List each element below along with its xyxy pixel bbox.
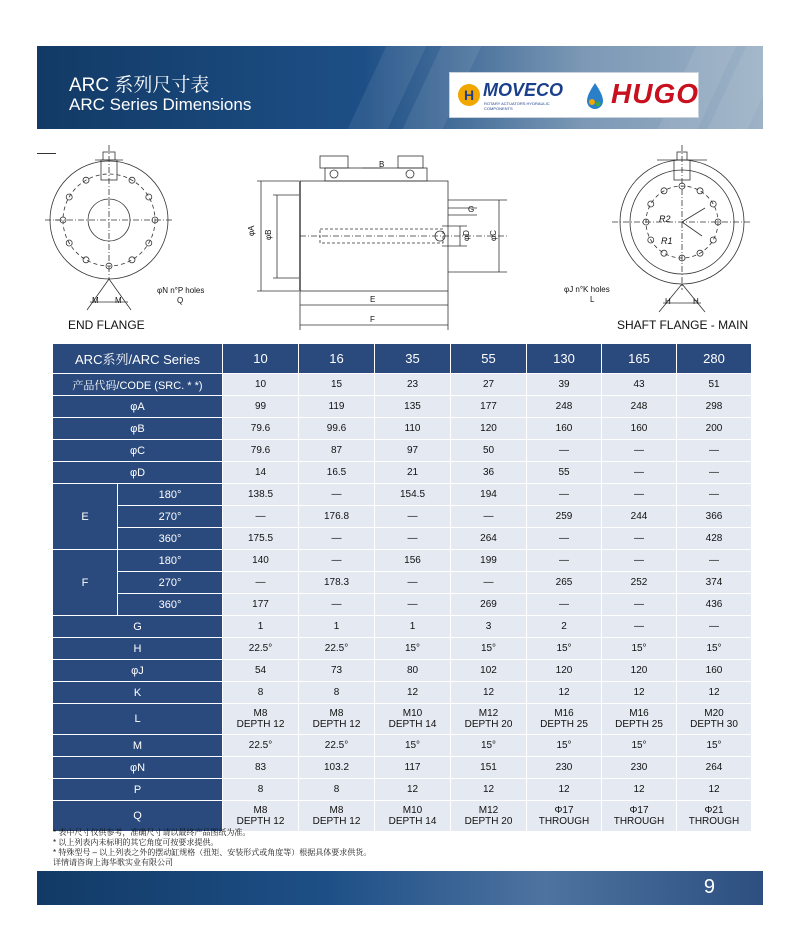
table-cell: 177 (451, 396, 527, 418)
angle-label: 270° (118, 506, 223, 528)
angle-label: 180° (118, 550, 223, 572)
table-cell: 12 (677, 779, 752, 801)
table-cell: 265 (527, 572, 602, 594)
table-cell: 12 (602, 779, 677, 801)
side-view (257, 156, 507, 330)
table-row (53, 660, 752, 682)
table-cell: 8 (223, 779, 299, 801)
table-cell: 51 (677, 374, 752, 396)
table-cell: — (375, 528, 451, 550)
table-cell: — (527, 440, 602, 462)
table-cell: — (677, 462, 752, 484)
table-cell: 15° (451, 735, 527, 757)
phi-a-label: φA (247, 225, 256, 236)
table-cell: 10 (223, 374, 299, 396)
table-cell: 199 (451, 550, 527, 572)
table-cell: 15° (677, 638, 752, 660)
thread-depth: DEPTH 12 (312, 719, 361, 730)
table-cell: 177 (223, 594, 299, 616)
table-cell (299, 801, 375, 832)
side-port-right (398, 156, 423, 168)
table-cell: — (451, 506, 527, 528)
thread-size: M8 (329, 708, 344, 719)
table-cell: 366 (677, 506, 752, 528)
table-cell (451, 801, 527, 832)
table-cell: 14 (223, 462, 299, 484)
series-header-cell: 16 (299, 344, 375, 374)
end-flange-view (45, 145, 173, 310)
table-cell: 43 (602, 374, 677, 396)
table-cell: 8 (299, 779, 375, 801)
table-cell (527, 801, 602, 832)
table-cell: — (223, 572, 299, 594)
row-label: φA (53, 396, 223, 418)
table-cell: 15° (375, 638, 451, 660)
angle-label: 360° (118, 528, 223, 550)
table-cell: 1 (223, 616, 299, 638)
table-cell: 12 (451, 779, 527, 801)
footnote: 详情请咨询上海华歌实业有限公司 (53, 858, 173, 867)
table-cell: — (375, 506, 451, 528)
table-row (53, 616, 752, 638)
table-cell (223, 704, 299, 735)
table-row (53, 506, 752, 528)
row-label: 产品代码/CODE (SRC. * *) (53, 374, 223, 396)
row-label: Q (53, 801, 223, 832)
table-cell: 99 (223, 396, 299, 418)
table-cell (602, 801, 677, 832)
table-cell: 80 (375, 660, 451, 682)
end-flange-m-label-left: M (92, 296, 99, 305)
thread-depth: DEPTH 20 (464, 719, 513, 730)
table-cell: 22.5° (223, 735, 299, 757)
page-number: 9 (703, 876, 715, 898)
moveco-wordmark: MOVECO (483, 80, 564, 100)
table-cell: 22.5° (299, 638, 375, 660)
table-row (53, 757, 752, 779)
table-cell: — (527, 594, 602, 616)
dimensions-table (52, 343, 752, 832)
table-cell: 23 (375, 374, 451, 396)
page-title-en: ARC Series Dimensions (69, 95, 252, 114)
table-cell: 15° (527, 638, 602, 660)
moveco-tagline: ROTARY ACTUATORS HYDRAULIC COMPONENTS (484, 101, 550, 111)
end-flange-caption: END FLANGE (68, 318, 145, 332)
hole-size: Φ17 (629, 805, 649, 816)
table-cell: 140 (223, 550, 299, 572)
table-cell: 178.3 (299, 572, 375, 594)
table-cell: 3 (451, 616, 527, 638)
phi-d-label: φD (462, 230, 471, 241)
thread-depth: DEPTH 25 (540, 719, 588, 730)
table-cell: 12 (602, 682, 677, 704)
table-row (53, 462, 752, 484)
row-label: L (53, 704, 223, 735)
table-cell: 200 (677, 418, 752, 440)
table-cell: 176.8 (299, 506, 375, 528)
table-cell: 12 (677, 682, 752, 704)
group-label-f: F (53, 550, 118, 616)
table-cell: 15 (299, 374, 375, 396)
hole-size: M8 (329, 805, 344, 816)
table-cell: 79.6 (223, 440, 299, 462)
table-cell: 151 (451, 757, 527, 779)
header-banner (37, 46, 763, 129)
table-row (53, 638, 752, 660)
footnote: * 以上列表内未标明的其它角度可按要求提供。 (53, 838, 219, 847)
table-row (53, 682, 752, 704)
table-cell: 103.2 (299, 757, 375, 779)
hole-depth: DEPTH 20 (464, 816, 513, 827)
table-cell: 8 (299, 682, 375, 704)
table-cell: — (602, 462, 677, 484)
table-cell: 436 (677, 594, 752, 616)
thread-depth: DEPTH 30 (690, 719, 738, 730)
shaft-flange-view (612, 145, 752, 312)
table-cell: 428 (677, 528, 752, 550)
table-cell: 230 (527, 757, 602, 779)
e-label: E (370, 295, 376, 304)
table-cell: 117 (375, 757, 451, 779)
table-cell: 120 (451, 418, 527, 440)
table-cell (223, 801, 299, 832)
table-cell: 156 (375, 550, 451, 572)
table-cell: 15° (602, 638, 677, 660)
table-cell: — (451, 572, 527, 594)
thread-depth: DEPTH 12 (236, 719, 285, 730)
moveco-badge-icon: H (458, 84, 480, 106)
phi-b-label: φB (264, 229, 273, 240)
hole-size: M10 (402, 805, 423, 816)
technical-drawing (37, 140, 763, 340)
row-label: H (53, 638, 223, 660)
thread-size: M16 (554, 708, 574, 719)
table-cell: — (299, 594, 375, 616)
table-row (53, 440, 752, 462)
l-label: L (590, 295, 595, 304)
table-cell: — (602, 484, 677, 506)
thread-size: M16 (629, 708, 649, 719)
table-cell: 120 (602, 660, 677, 682)
table-row (53, 550, 752, 572)
table-cell: 87 (299, 440, 375, 462)
table-cell: 97 (375, 440, 451, 462)
table-cell: — (375, 594, 451, 616)
table-row (53, 484, 752, 506)
table-cell: 248 (602, 396, 677, 418)
row-label: φC (53, 440, 223, 462)
table-cell: — (299, 484, 375, 506)
table-cell: 99.6 (299, 418, 375, 440)
table-cell: 12 (375, 779, 451, 801)
table-cell: 73 (299, 660, 375, 682)
table-cell: 12 (451, 682, 527, 704)
angle-label: 270° (118, 572, 223, 594)
table-cell: 22.5° (299, 735, 375, 757)
hole-depth: DEPTH 12 (236, 816, 285, 827)
table-row (53, 801, 752, 832)
row-label: φB (53, 418, 223, 440)
table-row (53, 418, 752, 440)
table-cell: 12 (527, 779, 602, 801)
table-cell: 120 (527, 660, 602, 682)
brand-logo (449, 72, 699, 118)
table-cell: — (375, 572, 451, 594)
table-cell: 154.5 (375, 484, 451, 506)
series-header-cell: 165 (602, 344, 677, 374)
r2-label: R2 (659, 214, 671, 224)
table-cell: 15° (677, 735, 752, 757)
series-header-cell: 130 (527, 344, 602, 374)
table-cell: 1 (375, 616, 451, 638)
thread-size: M10 (402, 708, 423, 719)
table-cell: — (527, 484, 602, 506)
table-cell: — (677, 484, 752, 506)
hole-depth: THROUGH (538, 816, 590, 827)
row-label: K (53, 682, 223, 704)
table-cell: 12 (375, 682, 451, 704)
table-cell (451, 704, 527, 735)
table-cell: — (223, 506, 299, 528)
series-header-cell: 55 (451, 344, 527, 374)
table-cell: 264 (451, 528, 527, 550)
table-cell (677, 801, 752, 832)
thread-size: M8 (253, 708, 268, 719)
table-cell: 138.5 (223, 484, 299, 506)
series-header-label: ARC系列/ARC Series (53, 344, 223, 374)
table-cell: 160 (677, 660, 752, 682)
phi-c-label: φC (489, 230, 498, 241)
hugo-wordmark: HUGO (611, 78, 699, 109)
hole-size: M8 (253, 805, 268, 816)
table-row (53, 374, 752, 396)
table-cell: — (602, 616, 677, 638)
table-cell: — (299, 528, 375, 550)
hole-depth: DEPTH 14 (388, 816, 437, 827)
table-cell: 21 (375, 462, 451, 484)
table-cell: — (527, 528, 602, 550)
row-label: φN (53, 757, 223, 779)
hole-depth: THROUGH (613, 816, 665, 827)
table-cell: 259 (527, 506, 602, 528)
table-cell: 160 (527, 418, 602, 440)
table-cell: — (677, 616, 752, 638)
table-cell: 16.5 (299, 462, 375, 484)
series-header-cell: 10 (223, 344, 299, 374)
hole-depth: DEPTH 12 (312, 816, 361, 827)
table-cell: — (602, 528, 677, 550)
table-cell: 264 (677, 757, 752, 779)
table-cell: — (677, 440, 752, 462)
table-cell: 269 (451, 594, 527, 616)
table-cell: 15° (375, 735, 451, 757)
table-cell: 102 (451, 660, 527, 682)
table-row (53, 572, 752, 594)
table-cell: 248 (527, 396, 602, 418)
h-label-right: H (693, 297, 699, 306)
table-cell: 244 (602, 506, 677, 528)
table-row (53, 528, 752, 550)
side-port-left (320, 156, 348, 168)
table-cell: 230 (602, 757, 677, 779)
table-cell: 2 (527, 616, 602, 638)
series-header-cell: 280 (677, 344, 752, 374)
group-label-e: E (53, 484, 118, 550)
table-cell: 15° (527, 735, 602, 757)
table-cell: — (602, 594, 677, 616)
table-cell: 15° (451, 638, 527, 660)
table-row (53, 779, 752, 801)
h-label-left: H (665, 297, 671, 306)
table-header-row (53, 344, 752, 374)
table-cell: 8 (223, 682, 299, 704)
angle-label: 180° (118, 484, 223, 506)
table-cell: 39 (527, 374, 602, 396)
table-row (53, 735, 752, 757)
hole-size: Φ17 (554, 805, 574, 816)
footnote: * 表中尺寸仅供参考，准确尺寸请以最终产品图纸为准。 (53, 828, 251, 837)
table-cell: 135 (375, 396, 451, 418)
table-cell: 374 (677, 572, 752, 594)
table-cell: 36 (451, 462, 527, 484)
angle-label: 360° (118, 594, 223, 616)
table-cell (602, 704, 677, 735)
row-label: P (53, 779, 223, 801)
page-title-cn: ARC 系列尺寸表 (69, 75, 210, 96)
row-label: φJ (53, 660, 223, 682)
table-cell: 252 (602, 572, 677, 594)
thread-depth: DEPTH 25 (615, 719, 663, 730)
table-cell: 50 (451, 440, 527, 462)
g-label: G (468, 205, 475, 214)
table-cell: 22.5° (223, 638, 299, 660)
table-cell (299, 704, 375, 735)
thread-size: M12 (478, 708, 499, 719)
shaft-flange-hole-callout: φJ n°K holes (564, 285, 610, 294)
table-cell (375, 801, 451, 832)
table-row (53, 396, 752, 418)
table-cell: 298 (677, 396, 752, 418)
table-cell: — (677, 550, 752, 572)
table-cell: — (527, 550, 602, 572)
table-row (53, 704, 752, 735)
b-label: B (379, 160, 385, 169)
table-cell (375, 704, 451, 735)
table-cell: 160 (602, 418, 677, 440)
table-cell: 79.6 (223, 418, 299, 440)
footnote: * 特殊型号 – 以上列表之外的摆动缸规格（扭矩、安装形式或角度等）根据具体要求供货。 (53, 848, 372, 857)
hole-depth: THROUGH (688, 816, 740, 827)
table-cell: 175.5 (223, 528, 299, 550)
table-cell: 55 (527, 462, 602, 484)
footer-bar (37, 871, 763, 905)
series-header-cell: 35 (375, 344, 451, 374)
footnotes (53, 828, 371, 868)
hole-size: M12 (478, 805, 499, 816)
thread-size: M20 (704, 708, 724, 719)
row-label: M (53, 735, 223, 757)
end-flange-m-label-right: M (115, 296, 122, 305)
table-cell: 194 (451, 484, 527, 506)
table-cell: 119 (299, 396, 375, 418)
table-cell: 54 (223, 660, 299, 682)
table-cell: — (602, 550, 677, 572)
r1-label: R1 (661, 236, 673, 246)
table-cell: 1 (299, 616, 375, 638)
table-cell: 83 (223, 757, 299, 779)
thread-depth: DEPTH 14 (388, 719, 437, 730)
end-flange-hole-callout: φN n°P holes (157, 286, 205, 295)
f-label: F (370, 315, 375, 324)
table-cell (527, 704, 602, 735)
table-cell: 12 (527, 682, 602, 704)
table-cell: — (602, 440, 677, 462)
table-cell: — (299, 550, 375, 572)
table-cell: 110 (375, 418, 451, 440)
hole-size: Φ21 (704, 805, 724, 816)
table-cell: 15° (602, 735, 677, 757)
table-cell: 27 (451, 374, 527, 396)
water-drop-icon (585, 82, 605, 110)
row-label: G (53, 616, 223, 638)
table-cell (677, 704, 752, 735)
end-flange-q-label: Q (177, 296, 184, 305)
shaft-flange-caption: SHAFT FLANGE - MAIN (617, 318, 749, 332)
table-row (53, 594, 752, 616)
row-label: φD (53, 462, 223, 484)
